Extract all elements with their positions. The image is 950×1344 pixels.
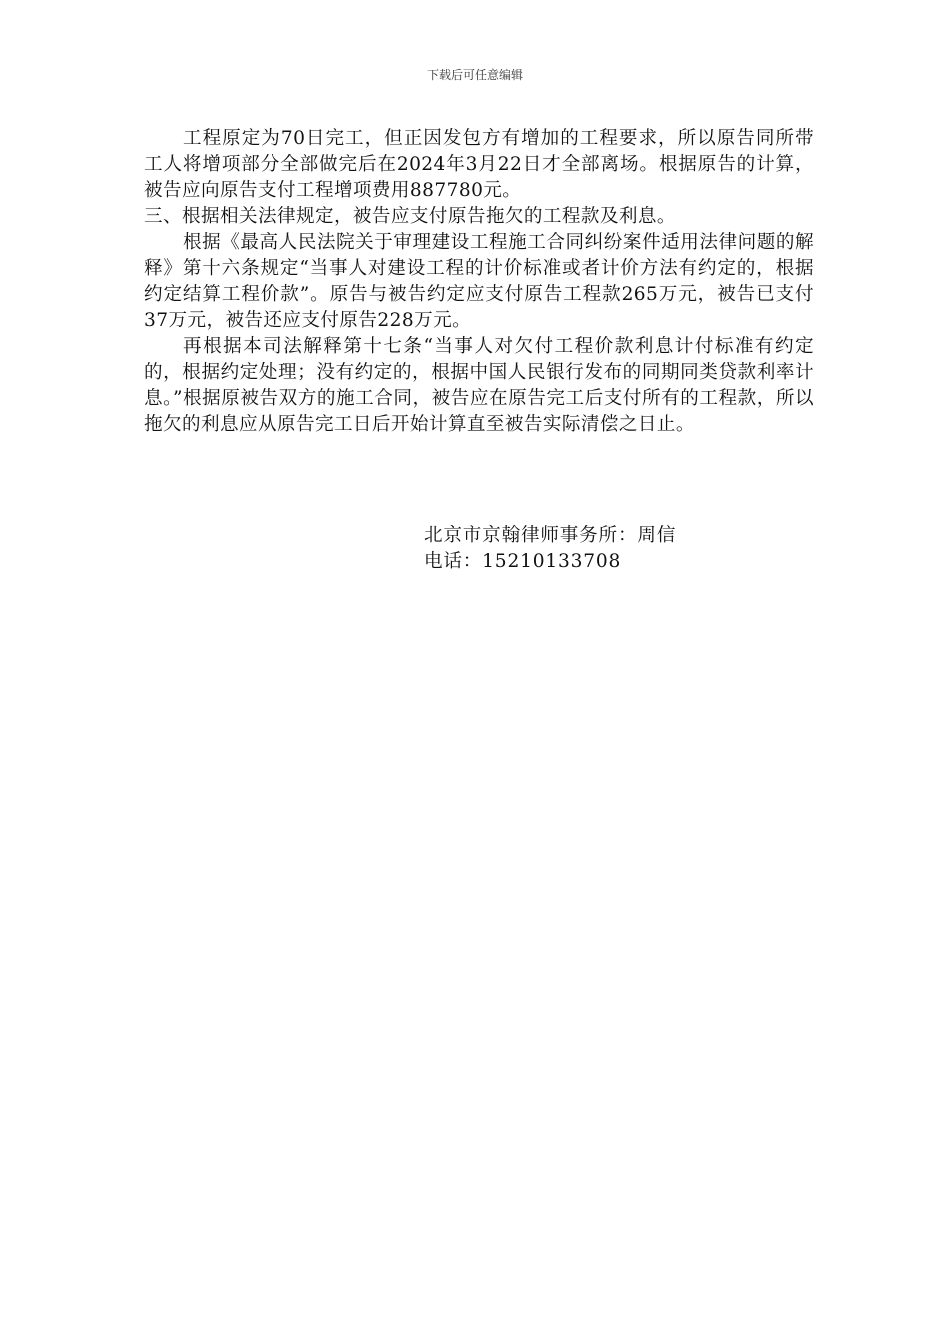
paragraph-section-three-heading: 三、根据相关法律规定，被告应支付原告拖欠的工程款及利息。	[144, 206, 676, 227]
paragraph-project-timeline: 工程原定为70日完工，但正因发包方有增加的工程要求，所以原告同所带工人将增项部分全部做完后在2024年3月22日才全部离场。根据原告的计算，被告应向原告支付工程增项费用887780元。	[144, 128, 814, 201]
signature-phone: 电话：15210133708	[424, 551, 622, 572]
signature-firm: 北京市京翰律师事务所：周信	[424, 525, 677, 546]
paragraph-article-seventeen: 再根据本司法解释第十七条“当事人对欠付工程价款利息计付标准有约定的，根据约定处理；没有约定的，根据中国人民银行发布的同期同类贷款利率计息。”根据原被告双方的施工合同，被告应在原告完工后支付所有的工程款，所以拖欠的利息应从原告完工日后开始计算直至被告实际清偿之日止。	[144, 336, 814, 435]
paragraph-article-sixteen: 根据《最高人民法院关于审理建设工程施工合同纠纷案件适用法律问题的解释》第十六条规定“当事人对建设工程的计价标准或者计价方法有约定的，根据约定结算工程价款”。原告与被告约定应支付原告工程款265万元，被告已支付37万元，被告还应支付原告228万元。	[144, 232, 814, 331]
signature-block	[424, 523, 676, 575]
document-body	[144, 126, 814, 438]
header-note: 下载后可任意编辑	[426, 68, 523, 82]
